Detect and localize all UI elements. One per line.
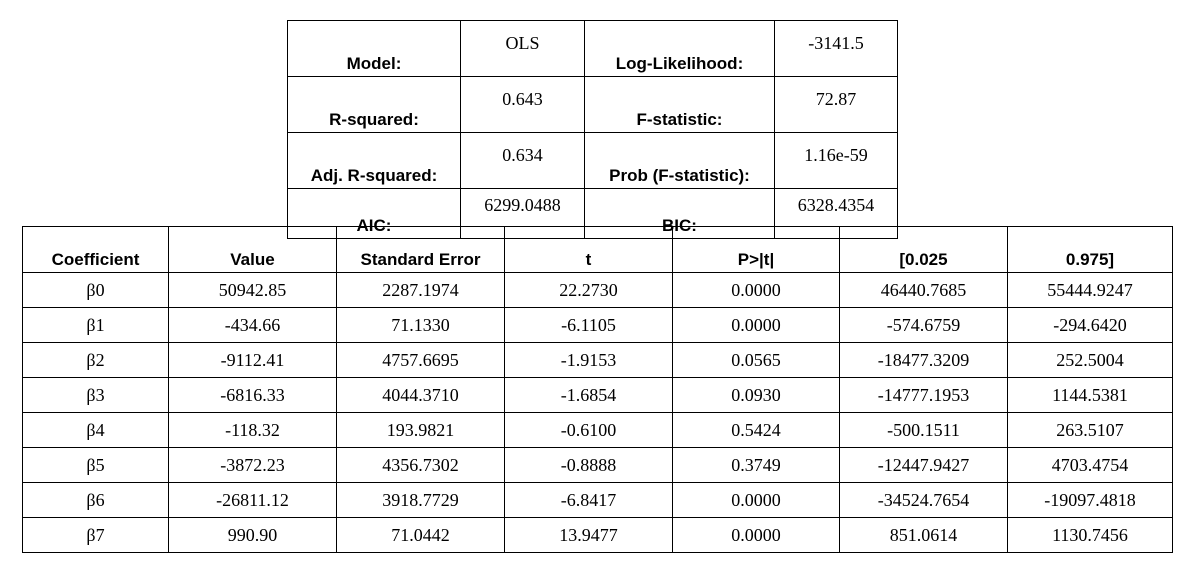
coefficient-table-body bbox=[23, 273, 1173, 553]
coefficient-value-cell: -3872.23 bbox=[169, 448, 337, 483]
coefficient-value-cell: -434.66 bbox=[169, 308, 337, 343]
summary-row bbox=[288, 133, 898, 189]
summary-value: -3141.5 bbox=[775, 21, 898, 77]
t-statistic-cell: -6.8417 bbox=[505, 483, 673, 518]
coefficient-value-cell: -118.32 bbox=[169, 413, 337, 448]
coefficient-name-cell: β3 bbox=[23, 378, 169, 413]
summary-label: Model: bbox=[288, 21, 461, 77]
standard-error-cell: 71.1330 bbox=[337, 308, 505, 343]
summary-label: Adj. R-squared: bbox=[288, 133, 461, 189]
standard-error-cell: 4044.3710 bbox=[337, 378, 505, 413]
p-value-cell: 0.0000 bbox=[673, 518, 840, 553]
summary-value: 72.87 bbox=[775, 77, 898, 133]
column-header-ci-upper: 0.975] bbox=[1008, 227, 1173, 273]
ci-upper-cell: 252.5004 bbox=[1008, 343, 1173, 378]
coefficient-name-cell: β6 bbox=[23, 483, 169, 518]
ci-lower-cell: -574.6759 bbox=[840, 308, 1008, 343]
standard-error-cell: 71.0442 bbox=[337, 518, 505, 553]
summary-label: AIC: bbox=[288, 189, 461, 239]
standard-error-cell: 4757.6695 bbox=[337, 343, 505, 378]
t-statistic-cell: -0.8888 bbox=[505, 448, 673, 483]
column-header-t: t bbox=[505, 227, 673, 273]
coefficient-header-row bbox=[23, 227, 1173, 273]
p-value-cell: 0.0930 bbox=[673, 378, 840, 413]
p-value-cell: 0.5424 bbox=[673, 413, 840, 448]
column-header-standard-error: Standard Error bbox=[337, 227, 505, 273]
standard-error-cell: 2287.1974 bbox=[337, 273, 505, 308]
column-header-value: Value bbox=[169, 227, 337, 273]
t-statistic-cell: 13.9477 bbox=[505, 518, 673, 553]
coefficient-name-cell: β7 bbox=[23, 518, 169, 553]
summary-row bbox=[288, 77, 898, 133]
table-row bbox=[23, 483, 1173, 518]
summary-value: 6299.0488 bbox=[461, 189, 585, 239]
p-value-cell: 0.0000 bbox=[673, 273, 840, 308]
t-statistic-cell: -0.6100 bbox=[505, 413, 673, 448]
column-header-p-value: P>|t| bbox=[673, 227, 840, 273]
p-value-cell: 0.3749 bbox=[673, 448, 840, 483]
t-statistic-cell: -1.9153 bbox=[505, 343, 673, 378]
column-header-ci-lower: [0.025 bbox=[840, 227, 1008, 273]
coefficient-name-cell: β5 bbox=[23, 448, 169, 483]
summary-label: Prob (F-statistic): bbox=[585, 133, 775, 189]
p-value-cell: 0.0000 bbox=[673, 483, 840, 518]
coefficient-value-cell: 50942.85 bbox=[169, 273, 337, 308]
ci-lower-cell: 851.0614 bbox=[840, 518, 1008, 553]
coefficient-value-cell: -26811.12 bbox=[169, 483, 337, 518]
ci-lower-cell: -14777.1953 bbox=[840, 378, 1008, 413]
ci-upper-cell: 263.5107 bbox=[1008, 413, 1173, 448]
column-header-coefficient: Coefficient bbox=[23, 227, 169, 273]
ci-upper-cell: -19097.4818 bbox=[1008, 483, 1173, 518]
table-row bbox=[23, 308, 1173, 343]
standard-error-cell: 193.9821 bbox=[337, 413, 505, 448]
table-row bbox=[23, 378, 1173, 413]
summary-label: R-squared: bbox=[288, 77, 461, 133]
ci-lower-cell: -18477.3209 bbox=[840, 343, 1008, 378]
coefficient-table bbox=[22, 226, 1173, 553]
standard-error-cell: 4356.7302 bbox=[337, 448, 505, 483]
table-row bbox=[23, 518, 1173, 553]
p-value-cell: 0.0565 bbox=[673, 343, 840, 378]
ci-lower-cell: -34524.7654 bbox=[840, 483, 1008, 518]
ci-lower-cell: -12447.9427 bbox=[840, 448, 1008, 483]
summary-label: BIC: bbox=[585, 189, 775, 239]
summary-value: OLS bbox=[461, 21, 585, 77]
coefficient-name-cell: β1 bbox=[23, 308, 169, 343]
summary-label: Log-Likelihood: bbox=[585, 21, 775, 77]
summary-value: 0.643 bbox=[461, 77, 585, 133]
model-summary-table bbox=[287, 20, 898, 239]
ci-upper-cell: 55444.9247 bbox=[1008, 273, 1173, 308]
ci-upper-cell: 1130.7456 bbox=[1008, 518, 1173, 553]
standard-error-cell: 3918.7729 bbox=[337, 483, 505, 518]
coefficient-value-cell: -9112.41 bbox=[169, 343, 337, 378]
t-statistic-cell: -6.1105 bbox=[505, 308, 673, 343]
ci-upper-cell: 4703.4754 bbox=[1008, 448, 1173, 483]
p-value-cell: 0.0000 bbox=[673, 308, 840, 343]
summary-value: 0.634 bbox=[461, 133, 585, 189]
coefficient-value-cell: -6816.33 bbox=[169, 378, 337, 413]
table-row bbox=[23, 413, 1173, 448]
coefficient-name-cell: β2 bbox=[23, 343, 169, 378]
table-row bbox=[23, 448, 1173, 483]
coefficient-name-cell: β4 bbox=[23, 413, 169, 448]
summary-value: 1.16e-59 bbox=[775, 133, 898, 189]
table-row bbox=[23, 273, 1173, 308]
ci-upper-cell: 1144.5381 bbox=[1008, 378, 1173, 413]
ci-upper-cell: -294.6420 bbox=[1008, 308, 1173, 343]
summary-row bbox=[288, 21, 898, 77]
t-statistic-cell: -1.6854 bbox=[505, 378, 673, 413]
summary-value: 6328.4354 bbox=[775, 189, 898, 239]
coefficient-name-cell: β0 bbox=[23, 273, 169, 308]
table-row bbox=[23, 343, 1173, 378]
ci-lower-cell: 46440.7685 bbox=[840, 273, 1008, 308]
ci-lower-cell: -500.1511 bbox=[840, 413, 1008, 448]
t-statistic-cell: 22.2730 bbox=[505, 273, 673, 308]
coefficient-value-cell: 990.90 bbox=[169, 518, 337, 553]
summary-label: F-statistic: bbox=[585, 77, 775, 133]
